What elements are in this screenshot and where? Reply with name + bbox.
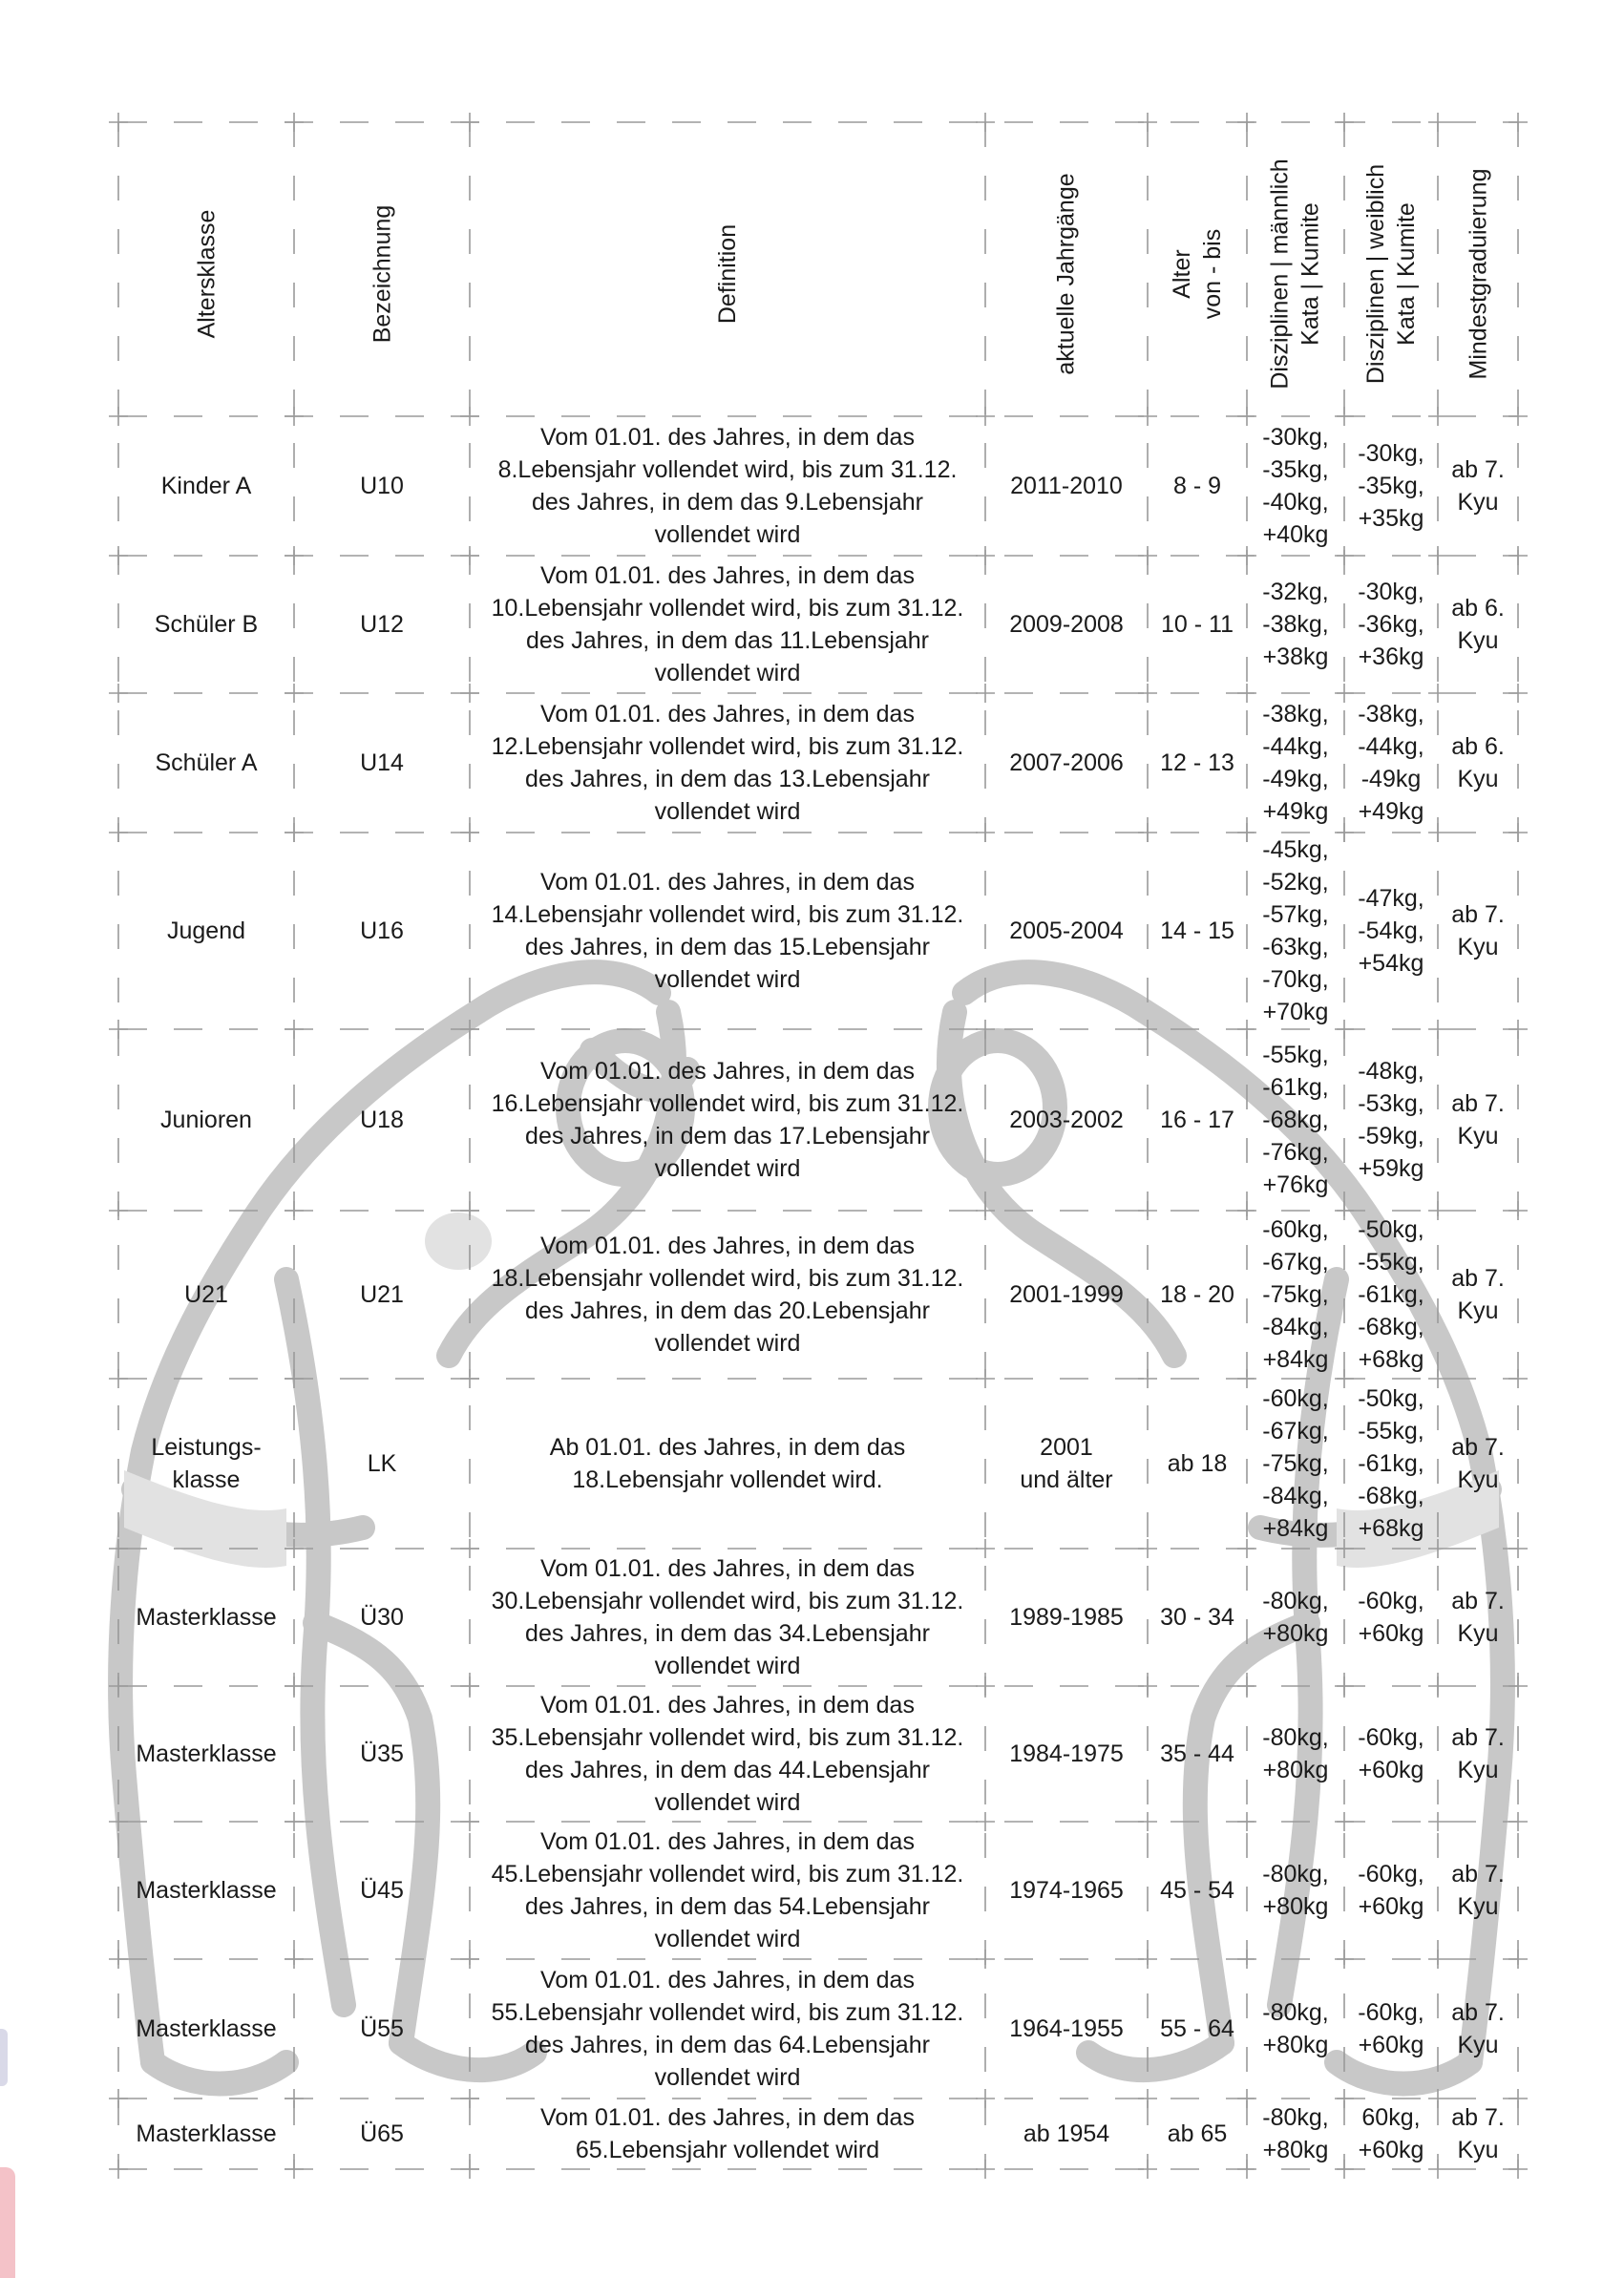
cell-jahrgaenge: 2003-2002	[1009, 1107, 1124, 1133]
header-label: Mindestgraduierung	[1465, 168, 1492, 380]
cell-bezeichnung: Ü35	[360, 1740, 404, 1767]
header-disziplinen-maennlich	[1247, 141, 1344, 407]
cell-mindestgraduierung: ab 6. Kyu	[1451, 595, 1505, 654]
cell-bezeichnung: U21	[360, 1281, 404, 1308]
cell-disziplinen-maennlich: -30kg, -35kg, -40kg, +40kg	[1262, 424, 1329, 548]
header-label: Definition	[713, 223, 741, 325]
cell-jahrgaenge: 2011-2010	[1010, 473, 1123, 499]
header-label: Alter von - bis	[1168, 228, 1226, 320]
cell-bezeichnung: U18	[360, 1107, 404, 1133]
cell-altersklasse: Masterklasse	[136, 1877, 277, 1904]
cell-disziplinen-weiblich: -30kg, -35kg, +35kg	[1358, 440, 1424, 532]
cell-definition: Vom 01.01. des Jahres, in dem das 14.Lebensjahr vollendet wird, bis zum 31.12. des Jahres, in dem das 15.Lebensjahr vollendet wird	[491, 869, 964, 993]
cell-altersklasse: Leistungs- klasse	[151, 1434, 262, 1493]
cell-alter: 45 - 54	[1160, 1877, 1234, 1904]
cell-disziplinen-maennlich: -45kg, -52kg, -57kg, -63kg, -70kg, +70kg	[1262, 836, 1329, 1025]
cell-mindestgraduierung: ab 7. Kyu	[1451, 1861, 1505, 1920]
cell-jahrgaenge: 2001 und älter	[1020, 1434, 1113, 1493]
cell-bezeichnung: Ü30	[360, 1604, 404, 1631]
cell-disziplinen-maennlich: -80kg, +80kg	[1262, 1999, 1329, 2058]
cell-disziplinen-weiblich: -60kg, +60kg	[1358, 1861, 1424, 1920]
cell-jahrgaenge: 2009-2008	[1009, 611, 1124, 638]
cell-disziplinen-weiblich: -60kg, +60kg	[1358, 1724, 1424, 1783]
cell-mindestgraduierung: ab 7. Kyu	[1451, 1724, 1505, 1783]
cell-definition: Ab 01.01. des Jahres, in dem das 18.Lebensjahr vollendet wird.	[549, 1434, 906, 1493]
cell-jahrgaenge: 1989-1985	[1009, 1604, 1124, 1631]
header-label: Disziplinen | männlich Kata | Kumite	[1267, 158, 1325, 390]
cell-disziplinen-weiblich: -50kg, -55kg, -61kg, -68kg, +68kg	[1358, 1216, 1424, 1373]
cell-definition: Vom 01.01. des Jahres, in dem das 16.Lebensjahr vollendet wird, bis zum 31.12. des Jahres, in dem das 17.Lebensjahr vollendet wird	[491, 1058, 964, 1182]
cell-disziplinen-weiblich: -38kg, -44kg, -49kg +49kg	[1358, 701, 1424, 825]
header-label: Bezeichnung	[369, 204, 395, 344]
header-mindestgraduierung	[1438, 141, 1518, 407]
cell-definition: Vom 01.01. des Jahres, in dem das 10.Lebensjahr vollendet wird, bis zum 31.12. des Jahres, in dem das 11.Lebensjahr vollendet wird	[491, 562, 964, 686]
cell-altersklasse: Junioren	[160, 1107, 252, 1133]
cell-mindestgraduierung: ab 7. Kyu	[1451, 901, 1505, 960]
cell-alter: 18 - 20	[1160, 1281, 1234, 1308]
cell-disziplinen-weiblich: -60kg, +60kg	[1358, 1999, 1424, 2058]
cell-bezeichnung: U14	[360, 749, 404, 776]
cell-disziplinen-weiblich: 60kg, +60kg	[1358, 2104, 1424, 2163]
cell-altersklasse: Jugend	[166, 918, 246, 944]
header-bezeichnung	[294, 141, 470, 407]
cell-mindestgraduierung: ab 7. Kyu	[1451, 1999, 1505, 2058]
cell-disziplinen-weiblich: -50kg, -55kg, -61kg, -68kg, +68kg	[1358, 1385, 1424, 1542]
header-definition	[470, 141, 985, 407]
cell-bezeichnung: U10	[360, 473, 404, 499]
cell-alter: 14 - 15	[1160, 918, 1234, 944]
cell-altersklasse: Kinder A	[160, 473, 252, 499]
cell-jahrgaenge: ab 1954	[1023, 2120, 1110, 2147]
cell-disziplinen-weiblich: -60kg, +60kg	[1358, 1588, 1424, 1647]
cell-definition: Vom 01.01. des Jahres, in dem das 65.Lebensjahr vollendet wird	[540, 2104, 915, 2163]
cell-altersklasse: Masterklasse	[136, 2120, 277, 2147]
cell-bezeichnung: Ü45	[360, 1877, 404, 1904]
cell-altersklasse: Schüler B	[154, 611, 259, 638]
cell-alter: ab 18	[1167, 1450, 1228, 1477]
cell-definition: Vom 01.01. des Jahres, in dem das 18.Lebensjahr vollendet wird, bis zum 31.12. des Jahres, in dem das 20.Lebensjahr vollendet wird	[491, 1233, 964, 1357]
cell-definition: Vom 01.01. des Jahres, in dem das 8.Lebensjahr vollendet wird, bis zum 31.12. des Jahres, in dem das 9.Lebensjahr vollendet wird	[497, 424, 958, 548]
cell-altersklasse: Masterklasse	[136, 1740, 277, 1767]
cell-alter: ab 65	[1167, 2120, 1228, 2147]
header-altersklasse	[118, 141, 294, 407]
cell-jahrgaenge: 2001-1999	[1009, 1281, 1124, 1308]
cell-definition: Vom 01.01. des Jahres, in dem das 45.Lebensjahr vollendet wird, bis zum 31.12. des Jahres, in dem das 54.Lebensjahr vollendet wird	[491, 1828, 964, 1952]
header-jahrgaenge	[985, 141, 1148, 407]
cell-disziplinen-maennlich: -80kg, +80kg	[1262, 1588, 1329, 1647]
cell-bezeichnung: LK	[367, 1450, 397, 1477]
cell-mindestgraduierung: ab 7. Kyu	[1451, 1434, 1505, 1493]
cell-mindestgraduierung: ab 7. Kyu	[1451, 1588, 1505, 1647]
cell-disziplinen-maennlich: -38kg, -44kg, -49kg, +49kg	[1262, 701, 1329, 825]
cell-definition: Vom 01.01. des Jahres, in dem das 12.Lebensjahr vollendet wird, bis zum 31.12. des Jahres, in dem das 13.Lebensjahr vollendet wird	[491, 701, 964, 825]
cell-mindestgraduierung: ab 6. Kyu	[1451, 733, 1505, 792]
cell-mindestgraduierung: ab 7. Kyu	[1451, 456, 1505, 516]
cell-bezeichnung: Ü65	[360, 2120, 404, 2147]
header-disziplinen-weiblich	[1344, 141, 1438, 407]
cell-definition: Vom 01.01. des Jahres, in dem das 55.Lebensjahr vollendet wird, bis zum 31.12. des Jahres, in dem das 64.Lebensjahr vollendet wird	[491, 1967, 964, 2091]
cell-altersklasse: Masterklasse	[136, 2015, 277, 2042]
cell-jahrgaenge: 1964-1955	[1009, 2015, 1124, 2042]
cell-altersklasse: Masterklasse	[136, 1604, 277, 1631]
cell-bezeichnung: Ü55	[360, 2015, 404, 2042]
cell-disziplinen-maennlich: -80kg, +80kg	[1262, 1724, 1329, 1783]
cell-alter: 16 - 17	[1160, 1107, 1234, 1133]
cell-jahrgaenge: 2007-2006	[1009, 749, 1124, 776]
header-label: Altersklasse	[192, 209, 220, 339]
cell-definition: Vom 01.01. des Jahres, in dem das 30.Lebensjahr vollendet wird, bis zum 31.12. des Jahres, in dem das 34.Lebensjahr vollendet wird	[491, 1555, 964, 1679]
cell-altersklasse: U21	[184, 1281, 228, 1308]
cell-mindestgraduierung: ab 7. Kyu	[1451, 2104, 1505, 2163]
cell-disziplinen-maennlich: -32kg, -38kg, +38kg	[1262, 579, 1329, 670]
header-label: Disziplinen | weiblich Kata | Kumite	[1362, 163, 1421, 385]
cell-disziplinen-weiblich: -30kg, -36kg, +36kg	[1358, 579, 1424, 670]
cell-bezeichnung: U16	[360, 918, 404, 944]
cell-disziplinen-weiblich: -47kg, -54kg, +54kg	[1358, 885, 1424, 977]
cell-alter: 8 - 9	[1172, 473, 1222, 499]
header-label: aktuelle Jahrgänge	[1053, 173, 1080, 375]
cell-disziplinen-maennlich: -80kg, +80kg	[1262, 1861, 1329, 1920]
cell-jahrgaenge: 2005-2004	[1009, 918, 1124, 944]
cell-mindestgraduierung: ab 7. Kyu	[1451, 1265, 1505, 1324]
cell-disziplinen-maennlich: -60kg, -67kg, -75kg, -84kg, +84kg	[1262, 1385, 1329, 1542]
cell-disziplinen-maennlich: -55kg, -61kg, -68kg, -76kg, +76kg	[1262, 1042, 1329, 1198]
cell-mindestgraduierung: ab 7. Kyu	[1451, 1090, 1505, 1150]
cell-altersklasse: Schüler A	[155, 749, 258, 776]
cell-jahrgaenge: 1974-1965	[1009, 1877, 1124, 1904]
cell-alter: 35 - 44	[1160, 1740, 1234, 1767]
cell-alter: 10 - 11	[1161, 611, 1234, 638]
cell-disziplinen-weiblich: -48kg, -53kg, -59kg, +59kg	[1358, 1058, 1424, 1182]
cell-jahrgaenge: 1984-1975	[1009, 1740, 1124, 1767]
header-alter	[1148, 141, 1247, 407]
cell-alter: 30 - 34	[1160, 1604, 1234, 1631]
cell-alter: 55 - 64	[1160, 2015, 1234, 2042]
cell-alter: 12 - 13	[1160, 749, 1234, 776]
cell-disziplinen-maennlich: -80kg, +80kg	[1262, 2104, 1329, 2163]
cell-disziplinen-maennlich: -60kg, -67kg, -75kg, -84kg, +84kg	[1262, 1216, 1329, 1373]
cell-definition: Vom 01.01. des Jahres, in dem das 35.Lebensjahr vollendet wird, bis zum 31.12. des Jahres, in dem das 44.Lebensjahr vollendet wird	[491, 1692, 964, 1816]
cell-bezeichnung: U12	[360, 611, 404, 638]
